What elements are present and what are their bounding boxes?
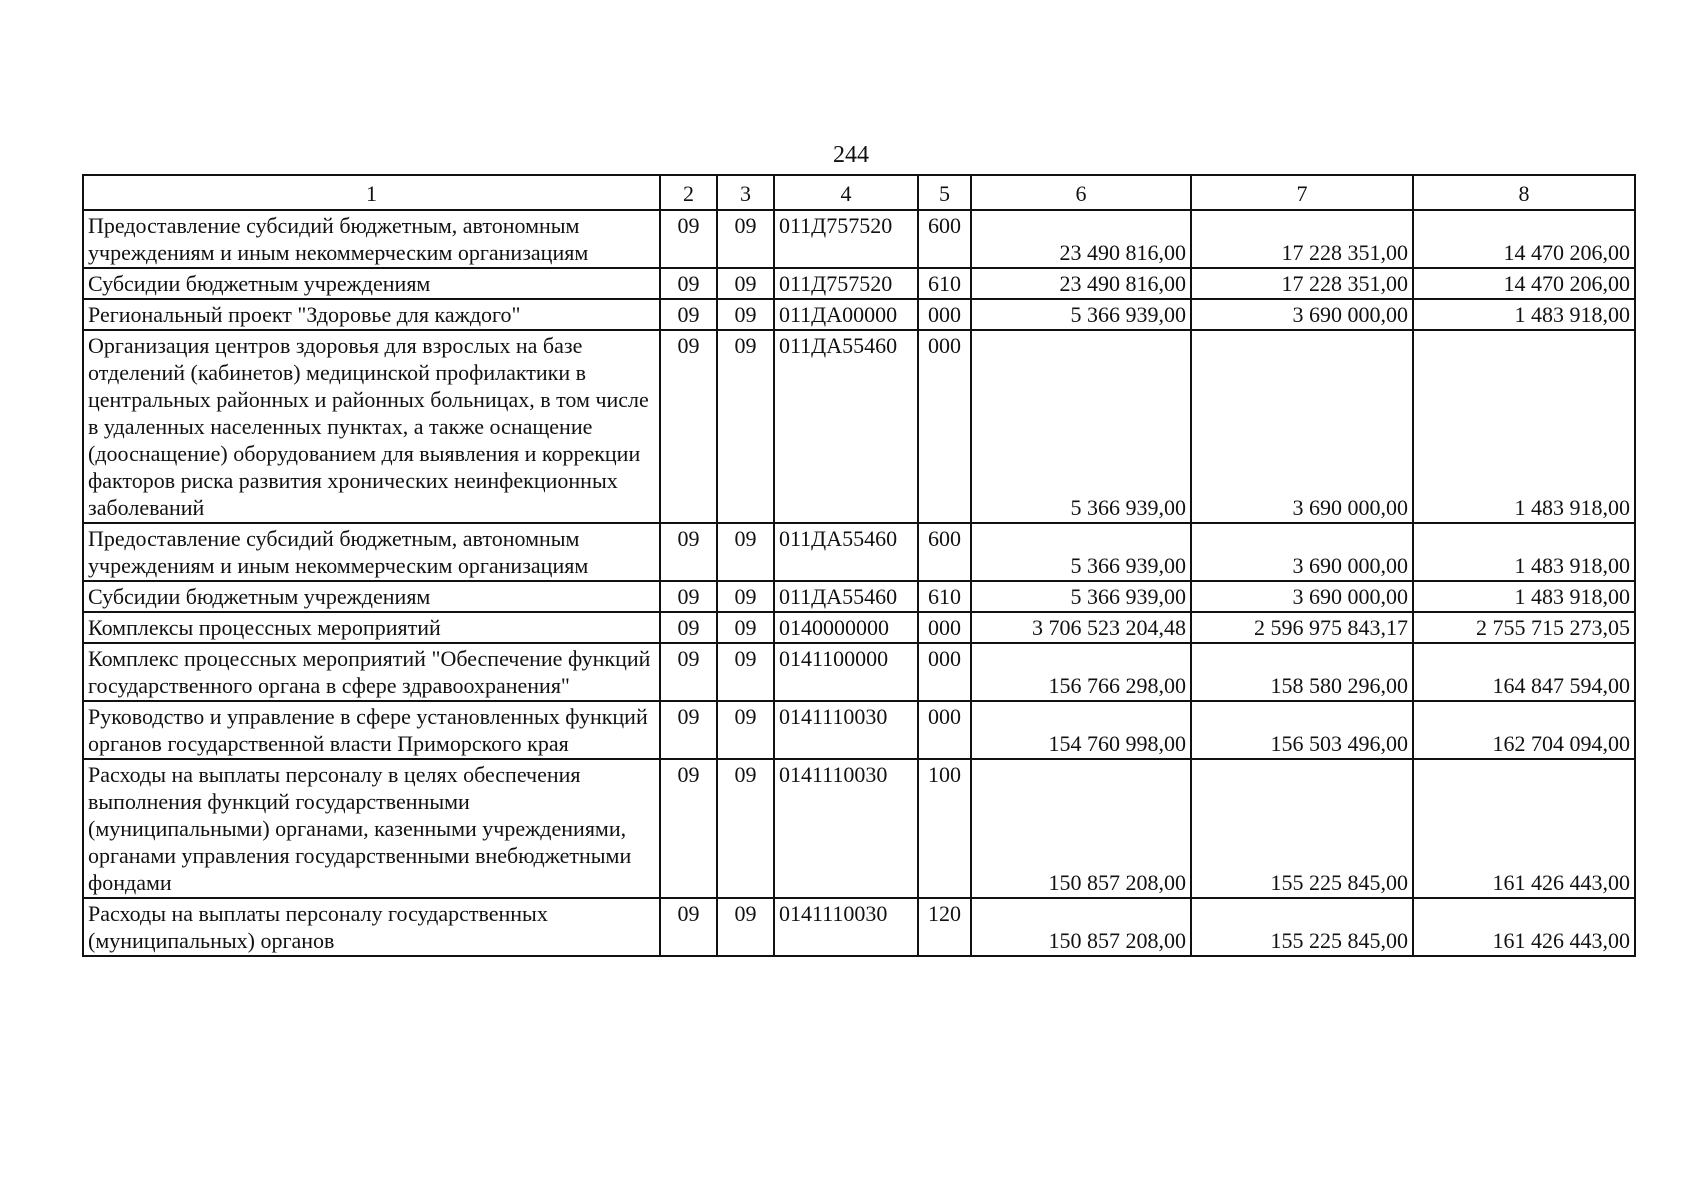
expense-type-cell: 610 (918, 581, 971, 612)
expense-type-cell: 610 (918, 268, 971, 299)
target-article-cell: 011ДА00000 (774, 299, 918, 330)
subsection-code-cell: 09 (717, 299, 774, 330)
section-code-cell: 09 (660, 759, 717, 898)
row-name-cell: Руководство и управление в сфере установленных функций органов государственной власти Приморского края (83, 701, 660, 759)
subsection-code-cell: 09 (717, 581, 774, 612)
row-name-cell: Субсидии бюджетным учреждениям (83, 581, 660, 612)
expense-type-cell: 120 (918, 898, 971, 956)
section-code-cell: 09 (660, 643, 717, 701)
amount-col7-cell: 3 690 000,00 (1191, 523, 1413, 581)
amount-col8-cell: 2 755 715 273,05 (1413, 612, 1635, 643)
amount-col6-cell: 5 366 939,00 (971, 581, 1191, 612)
amount-col8-cell: 1 483 918,00 (1413, 330, 1635, 523)
amount-col6-cell: 5 366 939,00 (971, 523, 1191, 581)
section-code-cell: 09 (660, 612, 717, 643)
expense-type-cell: 600 (918, 210, 971, 268)
row-name-cell: Расходы на выплаты персоналу в целях обеспечения выполнения функций государственными (муниципальными) органами, казенными учреждениями, органами управления государственными внебюджетными фондами (83, 759, 660, 898)
table-row (83, 581, 1635, 612)
amount-col6-cell: 5 366 939,00 (971, 299, 1191, 330)
subsection-code-cell: 09 (717, 701, 774, 759)
amount-col8-cell: 1 483 918,00 (1413, 581, 1635, 612)
amount-col7-cell: 155 225 845,00 (1191, 898, 1413, 956)
table-row (83, 330, 1635, 523)
section-code-cell: 09 (660, 581, 717, 612)
budget-table (82, 174, 1636, 957)
row-name-cell: Организация центров здоровья для взрослых на базе отделений (кабинетов) медицинской профилактики в центральных районных и районных больницах, в том числе в удаленных населенных пунктах, а также оснащение (дооснащение) оборудованием для выявления и коррекции факторов риска развития хронических неинфекционных заболеваний (83, 330, 660, 523)
section-code-cell: 09 (660, 330, 717, 523)
amount-col6-cell: 5 366 939,00 (971, 330, 1191, 523)
subsection-code-cell: 09 (717, 210, 774, 268)
table-row (83, 268, 1635, 299)
subsection-code-cell: 09 (717, 643, 774, 701)
amount-col6-cell: 154 760 998,00 (971, 701, 1191, 759)
expense-type-cell: 100 (918, 759, 971, 898)
amount-col7-cell: 3 690 000,00 (1191, 330, 1413, 523)
amount-col6-cell: 23 490 816,00 (971, 210, 1191, 268)
target-article-cell: 0141110030 (774, 759, 918, 898)
table-row (83, 612, 1635, 643)
amount-col8-cell: 14 470 206,00 (1413, 268, 1635, 299)
row-name-cell: Предоставление субсидий бюджетным, автономным учреждениям и иным некоммерческим организациям (83, 210, 660, 268)
target-article-cell: 0141110030 (774, 898, 918, 956)
amount-col6-cell: 150 857 208,00 (971, 759, 1191, 898)
amount-col8-cell: 161 426 443,00 (1413, 898, 1635, 956)
amount-col8-cell: 161 426 443,00 (1413, 759, 1635, 898)
amount-col7-cell: 2 596 975 843,17 (1191, 612, 1413, 643)
row-name-cell: Комплексы процессных мероприятий (83, 612, 660, 643)
target-article-cell: 0141100000 (774, 643, 918, 701)
expense-type-cell: 000 (918, 330, 971, 523)
amount-col7-cell: 156 503 496,00 (1191, 701, 1413, 759)
amount-col7-cell: 158 580 296,00 (1191, 643, 1413, 701)
amount-col7-cell: 3 690 000,00 (1191, 581, 1413, 612)
subsection-code-cell: 09 (717, 898, 774, 956)
row-name-cell: Предоставление субсидий бюджетным, автономным учреждениям и иным некоммерческим организациям (83, 523, 660, 581)
table-row (83, 898, 1635, 956)
column-header: 1 (83, 175, 660, 210)
amount-col8-cell: 1 483 918,00 (1413, 523, 1635, 581)
column-header: 7 (1191, 175, 1413, 210)
target-article-cell: 011Д757520 (774, 210, 918, 268)
expense-type-cell: 600 (918, 523, 971, 581)
expense-type-cell: 000 (918, 612, 971, 643)
subsection-code-cell: 09 (717, 330, 774, 523)
subsection-code-cell: 09 (717, 612, 774, 643)
amount-col7-cell: 3 690 000,00 (1191, 299, 1413, 330)
amount-col6-cell: 156 766 298,00 (971, 643, 1191, 701)
section-code-cell: 09 (660, 299, 717, 330)
column-header: 4 (774, 175, 918, 210)
target-article-cell: 0141110030 (774, 701, 918, 759)
target-article-cell: 011ДА55460 (774, 581, 918, 612)
column-header: 8 (1413, 175, 1635, 210)
table-row (83, 759, 1635, 898)
table-row (83, 643, 1635, 701)
section-code-cell: 09 (660, 268, 717, 299)
subsection-code-cell: 09 (717, 759, 774, 898)
expense-type-cell: 000 (918, 643, 971, 701)
table-row (83, 210, 1635, 268)
amount-col7-cell: 155 225 845,00 (1191, 759, 1413, 898)
column-header: 5 (918, 175, 971, 210)
amount-col6-cell: 3 706 523 204,48 (971, 612, 1191, 643)
page-number: 244 (833, 142, 869, 168)
amount-col7-cell: 17 228 351,00 (1191, 268, 1413, 299)
amount-col8-cell: 164 847 594,00 (1413, 643, 1635, 701)
column-header: 2 (660, 175, 717, 210)
amount-col8-cell: 1 483 918,00 (1413, 299, 1635, 330)
target-article-cell: 0140000000 (774, 612, 918, 643)
column-header: 3 (717, 175, 774, 210)
target-article-cell: 011Д757520 (774, 268, 918, 299)
table-row (83, 523, 1635, 581)
section-code-cell: 09 (660, 210, 717, 268)
row-name-cell: Субсидии бюджетным учреждениям (83, 268, 660, 299)
amount-col6-cell: 150 857 208,00 (971, 898, 1191, 956)
expense-type-cell: 000 (918, 299, 971, 330)
section-code-cell: 09 (660, 523, 717, 581)
row-name-cell: Расходы на выплаты персоналу государственных (муниципальных) органов (83, 898, 660, 956)
target-article-cell: 011ДА55460 (774, 330, 918, 523)
column-header: 6 (971, 175, 1191, 210)
amount-col6-cell: 23 490 816,00 (971, 268, 1191, 299)
amount-col7-cell: 17 228 351,00 (1191, 210, 1413, 268)
amount-col8-cell: 162 704 094,00 (1413, 701, 1635, 759)
section-code-cell: 09 (660, 701, 717, 759)
row-name-cell: Региональный проект "Здоровье для каждого" (83, 299, 660, 330)
table-row (83, 701, 1635, 759)
section-code-cell: 09 (660, 898, 717, 956)
subsection-code-cell: 09 (717, 523, 774, 581)
subsection-code-cell: 09 (717, 268, 774, 299)
table-row (83, 299, 1635, 330)
expense-type-cell: 000 (918, 701, 971, 759)
header-row (83, 175, 1635, 210)
amount-col8-cell: 14 470 206,00 (1413, 210, 1635, 268)
target-article-cell: 011ДА55460 (774, 523, 918, 581)
row-name-cell: Комплекс процессных мероприятий "Обеспечение функций государственного органа в сфере здравоохранения" (83, 643, 660, 701)
